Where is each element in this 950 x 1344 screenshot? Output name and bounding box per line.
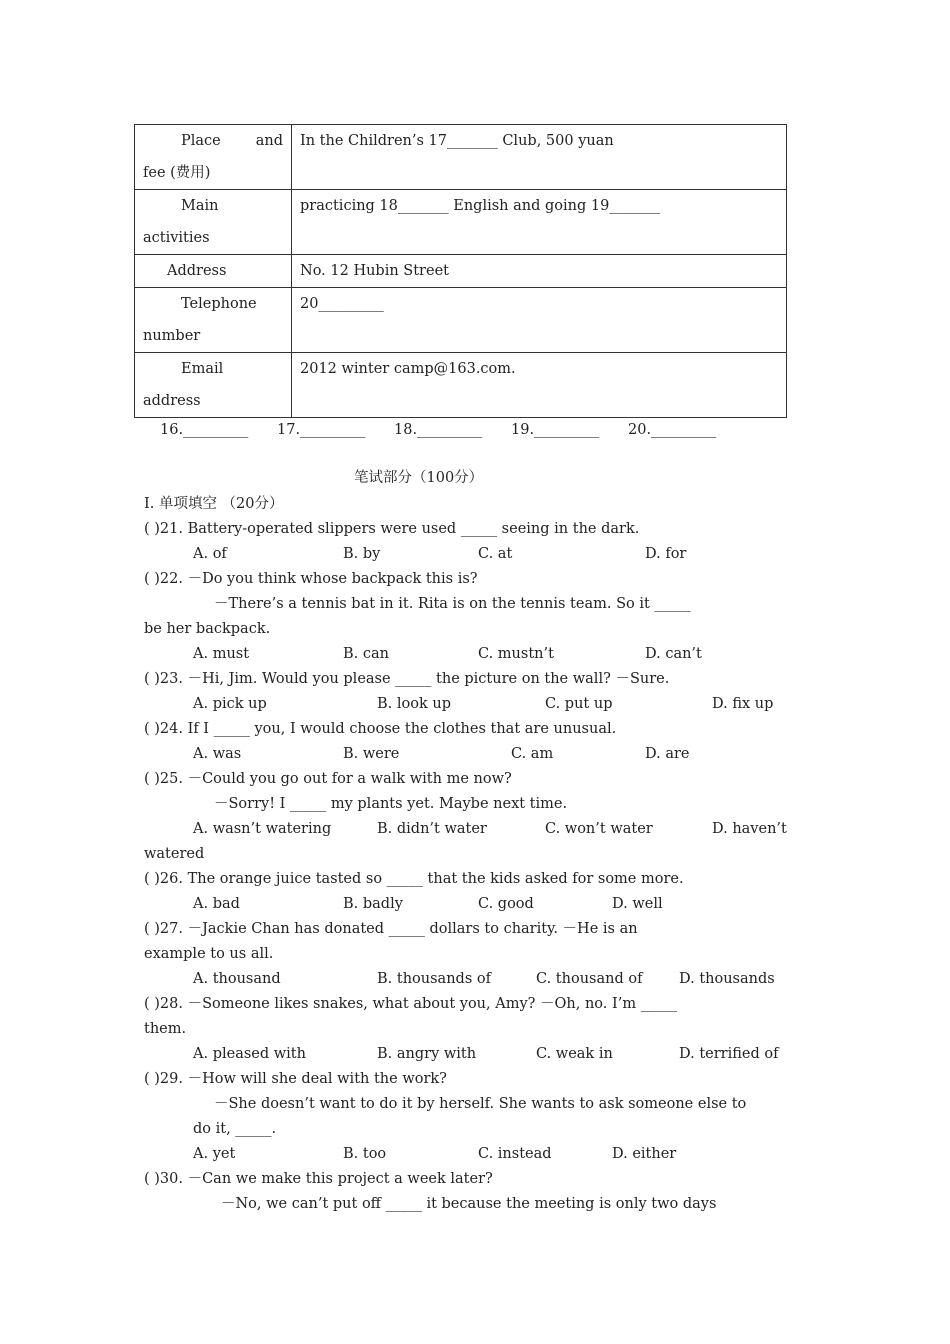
question-stem: ( )24. If I _____ you, I would choose the clothes that are unusual.: [144, 721, 617, 737]
value-text: In the Children’s 17_______ Club, 500 yuan: [300, 133, 614, 149]
question-stem: ( )30. －Can we make this project a week later?: [144, 1171, 493, 1187]
value-cell: [292, 288, 787, 353]
table-row: [135, 255, 787, 288]
label-text: address: [143, 393, 201, 409]
option-d: D. thousands: [679, 971, 775, 987]
label-cell: [135, 190, 292, 255]
option-d: D. fix up: [712, 696, 774, 712]
option-c: C. won’t water: [545, 821, 653, 837]
option-a: A. bad: [193, 896, 240, 912]
answer-blank[interactable]: 18._________: [394, 422, 483, 438]
question-stem: ( )26. The orange juice tasted so _____ that the kids asked for some more.: [144, 871, 684, 887]
question-stem: ( )21. Battery-operated slippers were used _____ seeing in the dark.: [144, 521, 640, 537]
label-text: and: [255, 133, 283, 149]
value-cell: [292, 255, 787, 288]
label-text: fee (费用): [143, 165, 211, 181]
answer-blank[interactable]: 17._________: [277, 422, 366, 438]
question-line: －She doesn’t want to do it by herself. She wants to ask someone else to: [214, 1096, 747, 1112]
option-a: A. of: [193, 546, 227, 562]
label-cell: [135, 353, 292, 418]
answer-blank[interactable]: 20._________: [628, 422, 717, 438]
option-a: A. was: [193, 746, 242, 762]
table-row: [135, 288, 787, 353]
label-text: Main: [181, 198, 219, 214]
question-line: be her backpack.: [144, 621, 271, 637]
label-text: activities: [143, 230, 210, 246]
option-a: A. pleased with: [193, 1046, 306, 1062]
option-b: B. angry with: [377, 1046, 477, 1062]
option-b: B. didn’t water: [377, 821, 487, 837]
question-stem: ( )25. －Could you go out for a walk with me now?: [144, 771, 512, 787]
label-text: Address: [167, 263, 227, 279]
option-c: C. weak in: [536, 1046, 613, 1062]
question-line: －No, we can’t put off _____ it because the meeting is only two days: [221, 1196, 717, 1212]
label-cell: [135, 288, 292, 353]
option-d: D. either: [612, 1146, 677, 1162]
option-d: D. haven’t: [712, 821, 787, 837]
option-c: C. thousand of: [536, 971, 643, 987]
label-text: Telephone: [181, 296, 257, 312]
table-row: [135, 190, 787, 255]
table-row: [135, 125, 787, 190]
option-d: D. can’t: [645, 646, 702, 662]
option-b: B. badly: [343, 896, 403, 912]
label-cell: [135, 125, 292, 190]
part-heading: I. 单项填空 （20分）: [144, 496, 284, 512]
question-stem: ( )28. －Someone likes snakes, what about you, Amy? －Oh, no. I’m _____: [144, 996, 677, 1012]
option-a: A. wasn’t watering: [193, 821, 332, 837]
option-b: B. look up: [377, 696, 451, 712]
option-a: A. thousand: [193, 971, 281, 987]
section-title: 笔试部分（100分）: [354, 470, 484, 486]
value-cell: [292, 125, 787, 190]
option-c: C. at: [478, 546, 513, 562]
question-line: watered: [144, 846, 205, 862]
label-text: Email: [181, 361, 224, 377]
label-text: number: [143, 328, 201, 344]
label-text: Place: [181, 133, 221, 149]
option-c: C. good: [478, 896, 534, 912]
question-line: －Sorry! I _____ my plants yet. Maybe next time.: [214, 796, 568, 812]
table-row: [135, 353, 787, 418]
question-line: －There’s a tennis bat in it. Rita is on the tennis team. So it _____: [214, 596, 691, 612]
value-text: No. 12 Hubin Street: [300, 263, 449, 279]
option-d: D. well: [612, 896, 663, 912]
option-a: A. yet: [193, 1146, 236, 1162]
answer-blank[interactable]: 19._________: [511, 422, 600, 438]
question-stem: ( )29. －How will she deal with the work?: [144, 1071, 447, 1087]
question-stem: ( )22. －Do you think whose backpack this is?: [144, 571, 478, 587]
option-c: C. mustn’t: [478, 646, 554, 662]
option-d: D. for: [645, 546, 687, 562]
option-a: A. pick up: [193, 696, 267, 712]
option-c: C. instead: [478, 1146, 552, 1162]
label-cell: [135, 255, 292, 288]
value-cell: [292, 353, 787, 418]
option-b: B. too: [343, 1146, 387, 1162]
option-d: D. terrified of: [679, 1046, 779, 1062]
option-d: D. are: [645, 746, 690, 762]
option-b: B. thousands of: [377, 971, 491, 987]
camp-info-table: [134, 124, 787, 418]
option-a: A. must: [193, 646, 250, 662]
option-b: B. by: [343, 546, 381, 562]
question-line: example to us all.: [144, 946, 274, 962]
value-text: 2012 winter camp@163.com.: [300, 361, 516, 377]
question-stem: ( )27. －Jackie Chan has donated _____ dollars to charity. －He is an: [144, 921, 638, 937]
value-text: practicing 18_______ English and going 19_______: [300, 198, 661, 214]
option-b: B. can: [343, 646, 389, 662]
question-line: do it, _____.: [193, 1121, 277, 1137]
option-c: C. put up: [545, 696, 613, 712]
option-b: B. were: [343, 746, 400, 762]
question-stem: ( )23. －Hi, Jim. Would you please _____ the picture on the wall? －Sure.: [144, 671, 670, 687]
question-line: them.: [144, 1021, 187, 1037]
answer-blank[interactable]: 16._________: [160, 422, 249, 438]
value-cell: [292, 190, 787, 255]
answer-blanks: [160, 420, 716, 440]
option-c: C. am: [511, 746, 554, 762]
value-text: 20_________: [300, 296, 384, 312]
